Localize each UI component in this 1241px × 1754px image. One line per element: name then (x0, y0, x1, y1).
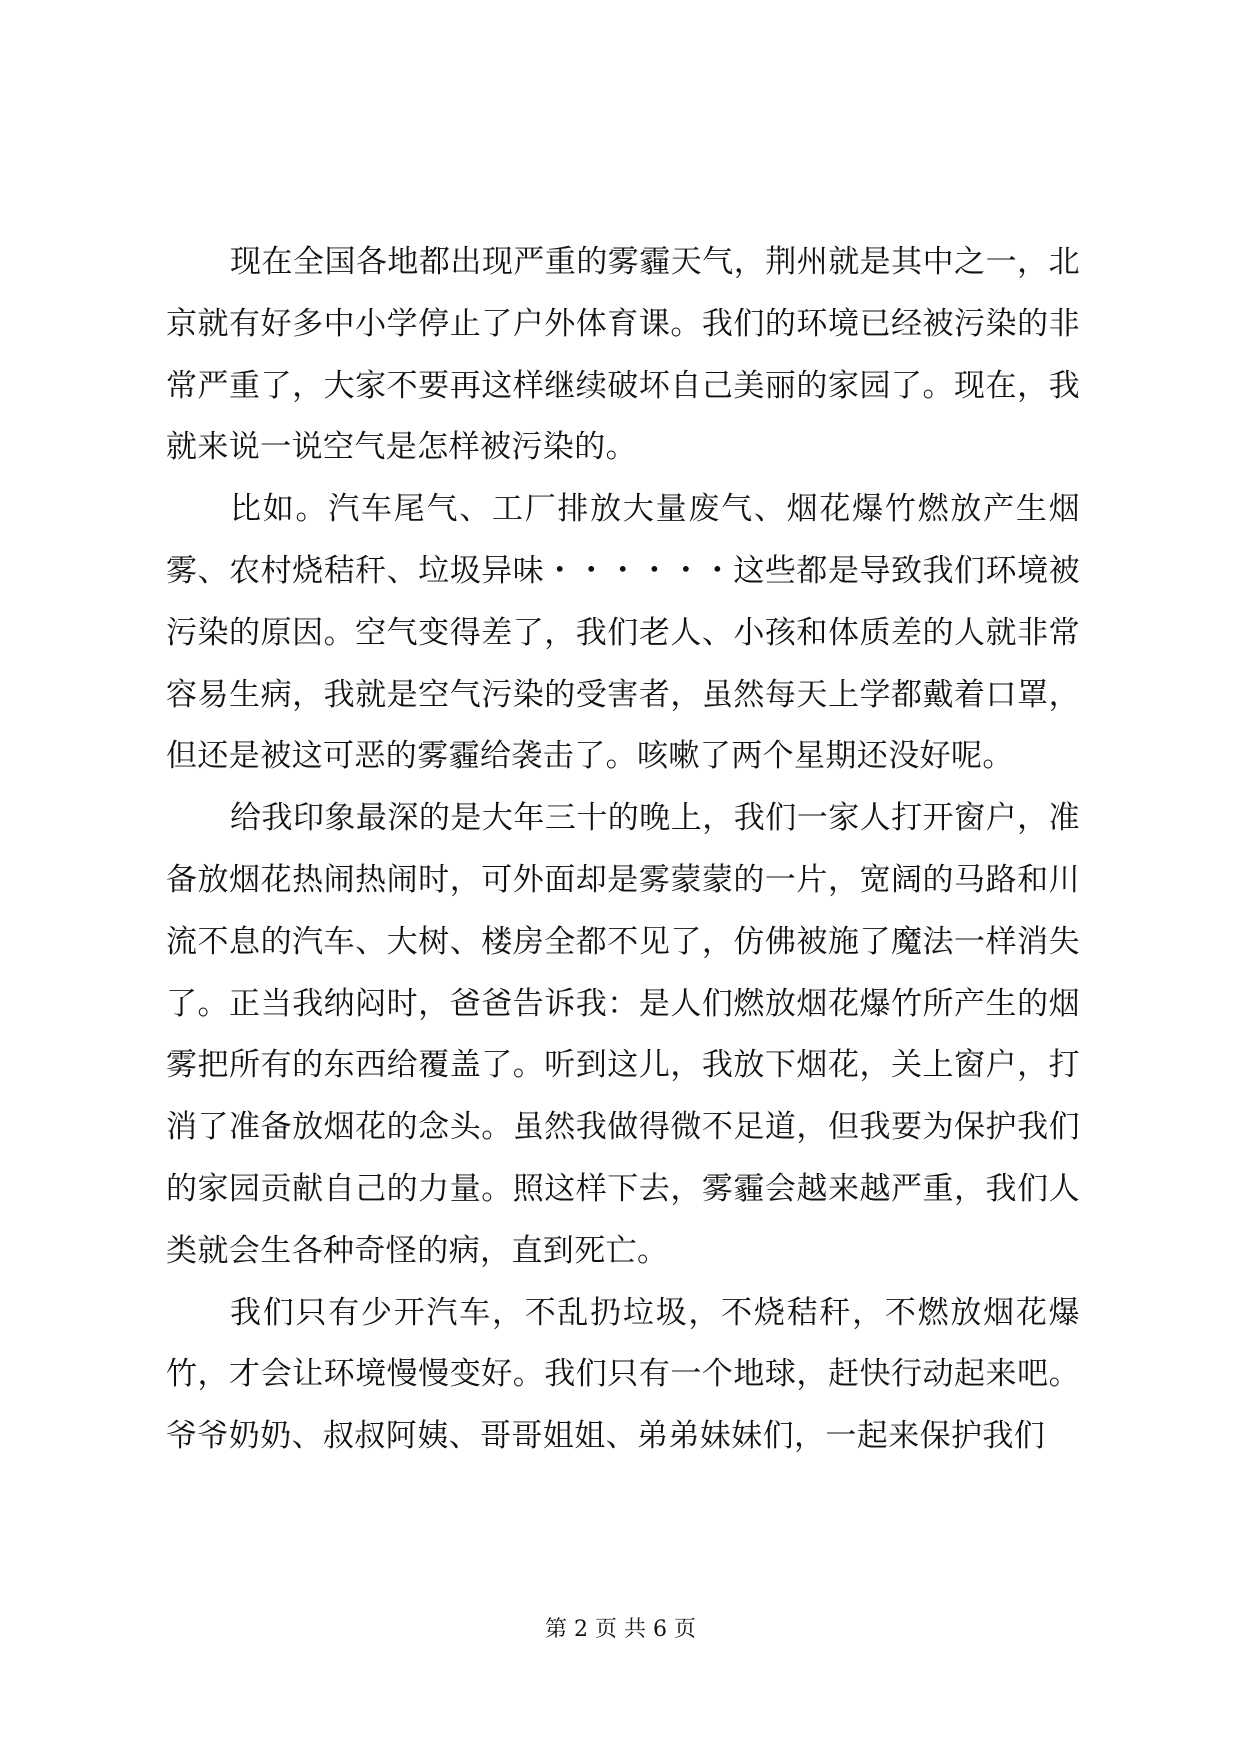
document-body (166, 232, 1080, 1468)
page-number-footer: 第 2 页 共 6 页 (545, 1617, 696, 1642)
paragraph-2: 比如。汽车尾气、工厂排放大量废气、烟花爆竹燃放产生烟雾、农村烧秸秆、垃圾异味・・・・・・这些都是导致我们环境被污染的原因。空气变得差了，我们老人、小孩和体质差的人就非常容易生病，我就是空气污染的受害者，虽然每天上学都戴着口罩，但还是被这可恶的雾霾给袭击了。咳嗽了两个星期还没好呢。 (166, 491, 1080, 775)
paragraph-4: 我们只有少开汽车，不乱扔垃圾，不烧秸秆，不燃放烟花爆竹，才会让环境慢慢变好。我们只有一个地球，赶快行动起来吧。爷爷奶奶、叔叔阿姨、哥哥姐姐、弟弟妹妹们，一起来保护我们 (166, 1294, 1080, 1455)
paragraph-3: 给我印象最深的是大年三十的晚上，我们一家人打开窗户，准备放烟花热闹热闹时，可外面却是雾蒙蒙的一片，宽阔的马路和川流不息的汽车、大树、楼房全都不见了，仿佛被施了魔法一样消失了。正当我纳闷时，爸爸告诉我：是人们燃放烟花爆竹所产生的烟雾把所有的东西给覆盖了。听到这儿，我放下烟花，关上窗户，打消了准备放烟花的念头。虽然我做得微不足道，但我要为保护我们的家园贡献自己的力量。照这样下去，雾霾会越来越严重，我们人类就会生各种奇怪的病，直到死亡。 (166, 800, 1080, 1269)
paragraph-1: 现在全国各地都出现严重的雾霾天气，荆州就是其中之一，北京就有好多中小学停止了户外体育课。我们的环境已经被污染的非常严重了，大家不要再这样继续破坏自己美丽的家园了。现在，我就来说一说空气是怎样被污染的。 (166, 244, 1080, 466)
